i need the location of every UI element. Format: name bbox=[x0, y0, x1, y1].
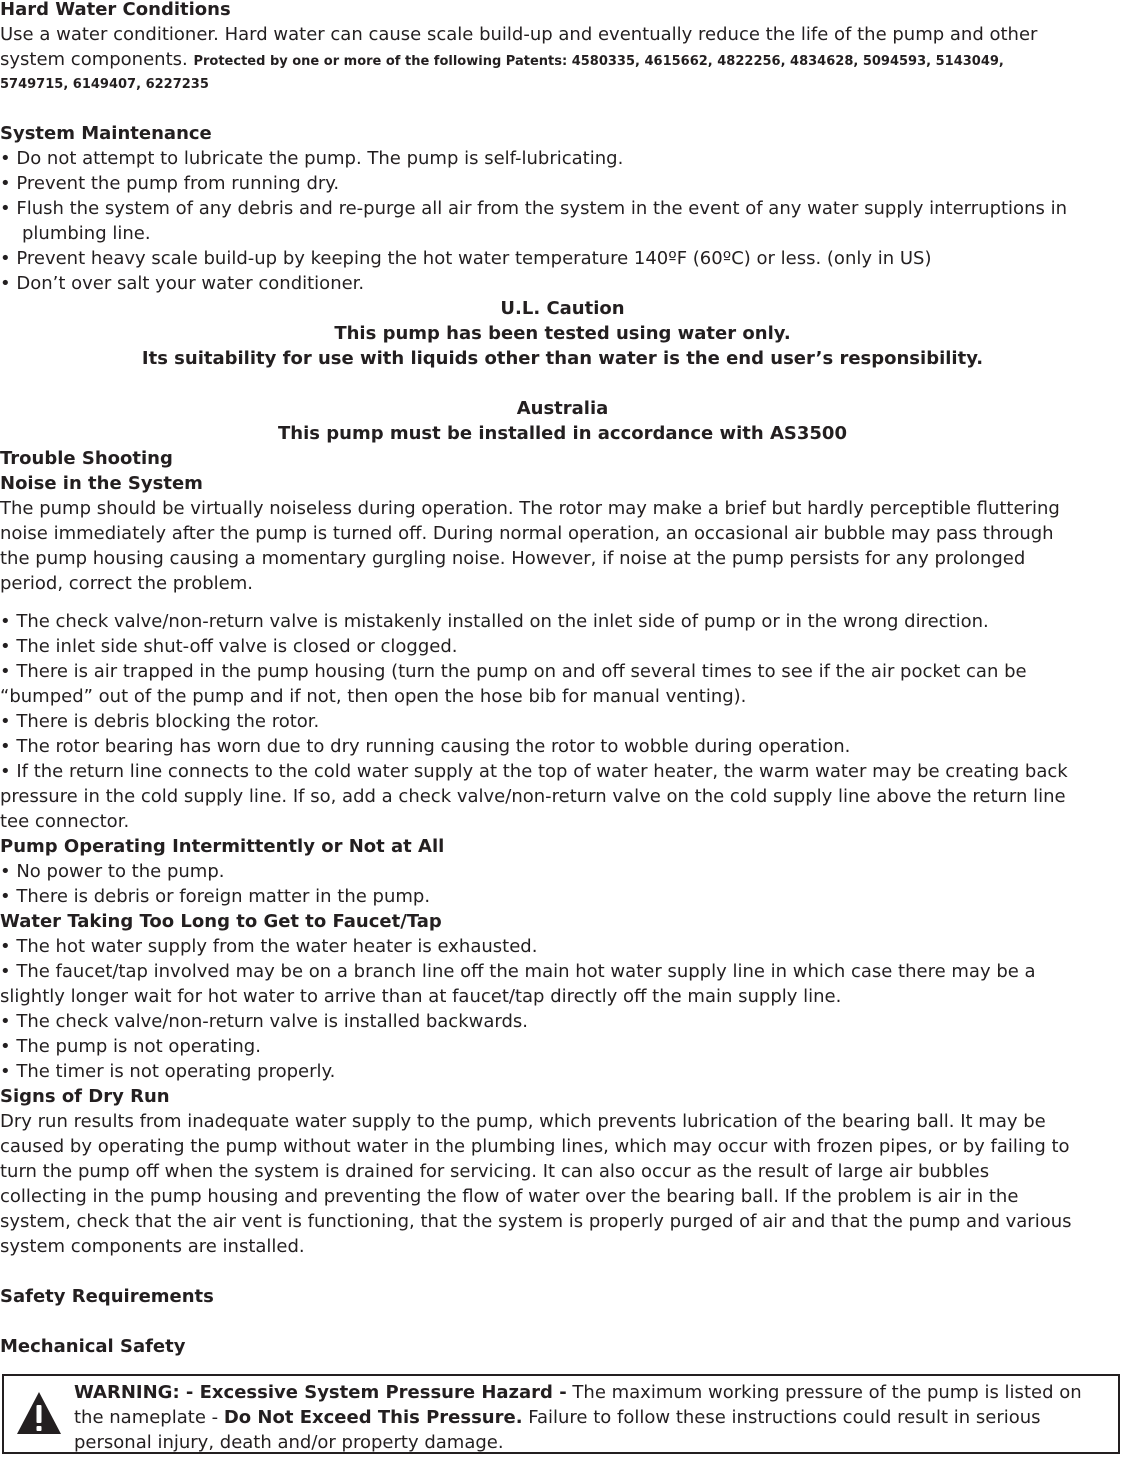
maintenance-item: • Prevent the pump from running dry. bbox=[0, 173, 340, 194]
faucet-bullet-cont: slightly longer wait for hot water to arrive than at faucet/tap directly off the main supply line. bbox=[0, 986, 842, 1007]
noise-bullet-cont: tee connector. bbox=[0, 811, 130, 832]
ul-caution-line: This pump has been tested using water only. bbox=[334, 323, 791, 344]
warning-text: WARNING: - Excessive System Pressure Hazard - The maximum working pressure of the pump is listed on the nameplate - Do Not Exceed This Pressure. Failure to follow these instructions could result in serious personal injury, death and/or property damage. bbox=[74, 1382, 1082, 1453]
safety-heading: Safety Requirements bbox=[0, 1286, 214, 1307]
dryrun-text: collecting in the pump housing and preventing the flow of water over the bearing ball. If the problem is air in the bbox=[0, 1186, 1019, 1207]
australia-title: Australia bbox=[516, 398, 609, 419]
faucet-bullet: • The hot water supply from the water heater is exhausted. bbox=[0, 936, 538, 957]
maintenance-item: • Flush the system of any debris and re-purge all air from the system in the event of any water supply interruptions in bbox=[0, 198, 1067, 219]
maintenance-heading: System Maintenance bbox=[0, 123, 212, 144]
patents-text: Protected by one or more of the following Patents: 4580335, 4615662, 4822256, 4834628, 5094593, 5143049, bbox=[193, 54, 1004, 69]
noise-text: period, correct the problem. bbox=[0, 573, 253, 594]
noise-bullet-cont: “bumped” out of the pump and if not, then open the hose bib for manual venting). bbox=[0, 686, 747, 707]
faucet-bullet: • The check valve/non-return valve is installed backwards. bbox=[0, 1011, 528, 1032]
noise-bullet: • If the return line connects to the cold water supply at the top of water heater, the warm water may be creating back bbox=[0, 761, 1068, 782]
hard-water-text: Use a water conditioner. Hard water can cause scale build-up and eventually reduce the life of the pump and other bbox=[0, 24, 1038, 45]
mechanical-safety-heading: Mechanical Safety bbox=[0, 1336, 186, 1357]
noise-bullet: • The inlet side shut-off valve is closed or clogged. bbox=[0, 636, 458, 657]
hard-water-heading: Hard Water Conditions bbox=[0, 0, 231, 20]
intermittent-bullet: • No power to the pump. bbox=[0, 861, 225, 882]
noise-text: The pump should be virtually noiseless during operation. The rotor may make a brief but hardly perceptible fluttering bbox=[0, 498, 1060, 519]
ul-caution-title: U.L. Caution bbox=[500, 298, 625, 319]
ul-caution-line: Its suitability for use with liquids other than water is the end user’s responsibility. bbox=[141, 348, 984, 369]
noise-text: noise immediately after the pump is turned off. During normal operation, an occasional air bubble may pass through bbox=[0, 523, 1054, 544]
maintenance-item: • Do not attempt to lubricate the pump. The pump is self-lubricating. bbox=[0, 148, 624, 169]
patents-text-2: 5749715, 6149407, 6227235 bbox=[0, 77, 209, 92]
warning-box bbox=[2, 1374, 1120, 1454]
noise-bullet: • There is debris blocking the rotor. bbox=[0, 711, 320, 732]
hard-water-text-2: system components. Protected by one or more of the following Patents: 4580335, 4615662, 4822256, 4834628, 5094593, 5143049, bbox=[0, 49, 1004, 70]
warning-triangle-icon bbox=[16, 1390, 62, 1436]
warning-label: WARNING: - Excessive System Pressure Hazard - bbox=[74, 1382, 567, 1403]
dryrun-text: caused by operating the pump without water in the plumbing lines, which may occur with frozen pipes, or by failing to bbox=[0, 1136, 1070, 1157]
dryrun-text: system, check that the air vent is functioning, that the system is properly purged of air and that the pump and various bbox=[0, 1211, 1072, 1232]
noise-heading: Noise in the System bbox=[0, 473, 203, 494]
noise-bullet-cont: pressure in the cold supply line. If so, add a check valve/non-return valve on the cold supply line above the return line bbox=[0, 786, 1066, 807]
dryrun-text: Dry run results from inadequate water supply to the pump, which prevents lubrication of the bearing ball. It may be bbox=[0, 1111, 1046, 1132]
faucet-bullet: • The pump is not operating. bbox=[0, 1036, 261, 1057]
faucet-bullet: • The timer is not operating properly. bbox=[0, 1061, 336, 1082]
warning-emphasis: Do Not Exceed This Pressure. bbox=[223, 1407, 523, 1428]
intermittent-bullet: • There is debris or foreign matter in the pump. bbox=[0, 886, 431, 907]
dryrun-text: system components are installed. bbox=[0, 1236, 305, 1257]
noise-bullet: • The rotor bearing has worn due to dry running causing the rotor to wobble during operation. bbox=[0, 736, 851, 757]
dryrun-heading: Signs of Dry Run bbox=[0, 1086, 170, 1107]
maintenance-item: • Don’t over salt your water conditioner. bbox=[0, 273, 365, 294]
intermittent-heading: Pump Operating Intermittently or Not at All bbox=[0, 836, 445, 857]
faucet-heading: Water Taking Too Long to Get to Faucet/Tap bbox=[0, 911, 442, 932]
maintenance-item-cont: plumbing line. bbox=[22, 223, 151, 244]
troubleshooting-heading: Trouble Shooting bbox=[0, 448, 173, 469]
australia-line: This pump must be installed in accordance with AS3500 bbox=[278, 423, 847, 444]
faucet-bullet: • The faucet/tap involved may be on a branch line off the main hot water supply line in which case there may be a bbox=[0, 961, 1036, 982]
noise-bullet: • The check valve/non-return valve is mistakenly installed on the inlet side of pump or in the wrong direction. bbox=[0, 611, 989, 632]
noise-text: the pump housing causing a momentary gurgling noise. However, if noise at the pump persists for any prolonged bbox=[0, 548, 1026, 569]
dryrun-text: turn the pump off when the system is drained for servicing. It can also occur as the result of large air bubbles bbox=[0, 1161, 990, 1182]
maintenance-item: • Prevent heavy scale build-up by keeping the hot water temperature 140ºF (60ºC) or less. (only in US) bbox=[0, 248, 932, 269]
noise-bullet: • There is air trapped in the pump housing (turn the pump on and off several times to see if the air pocket can be bbox=[0, 661, 1027, 682]
